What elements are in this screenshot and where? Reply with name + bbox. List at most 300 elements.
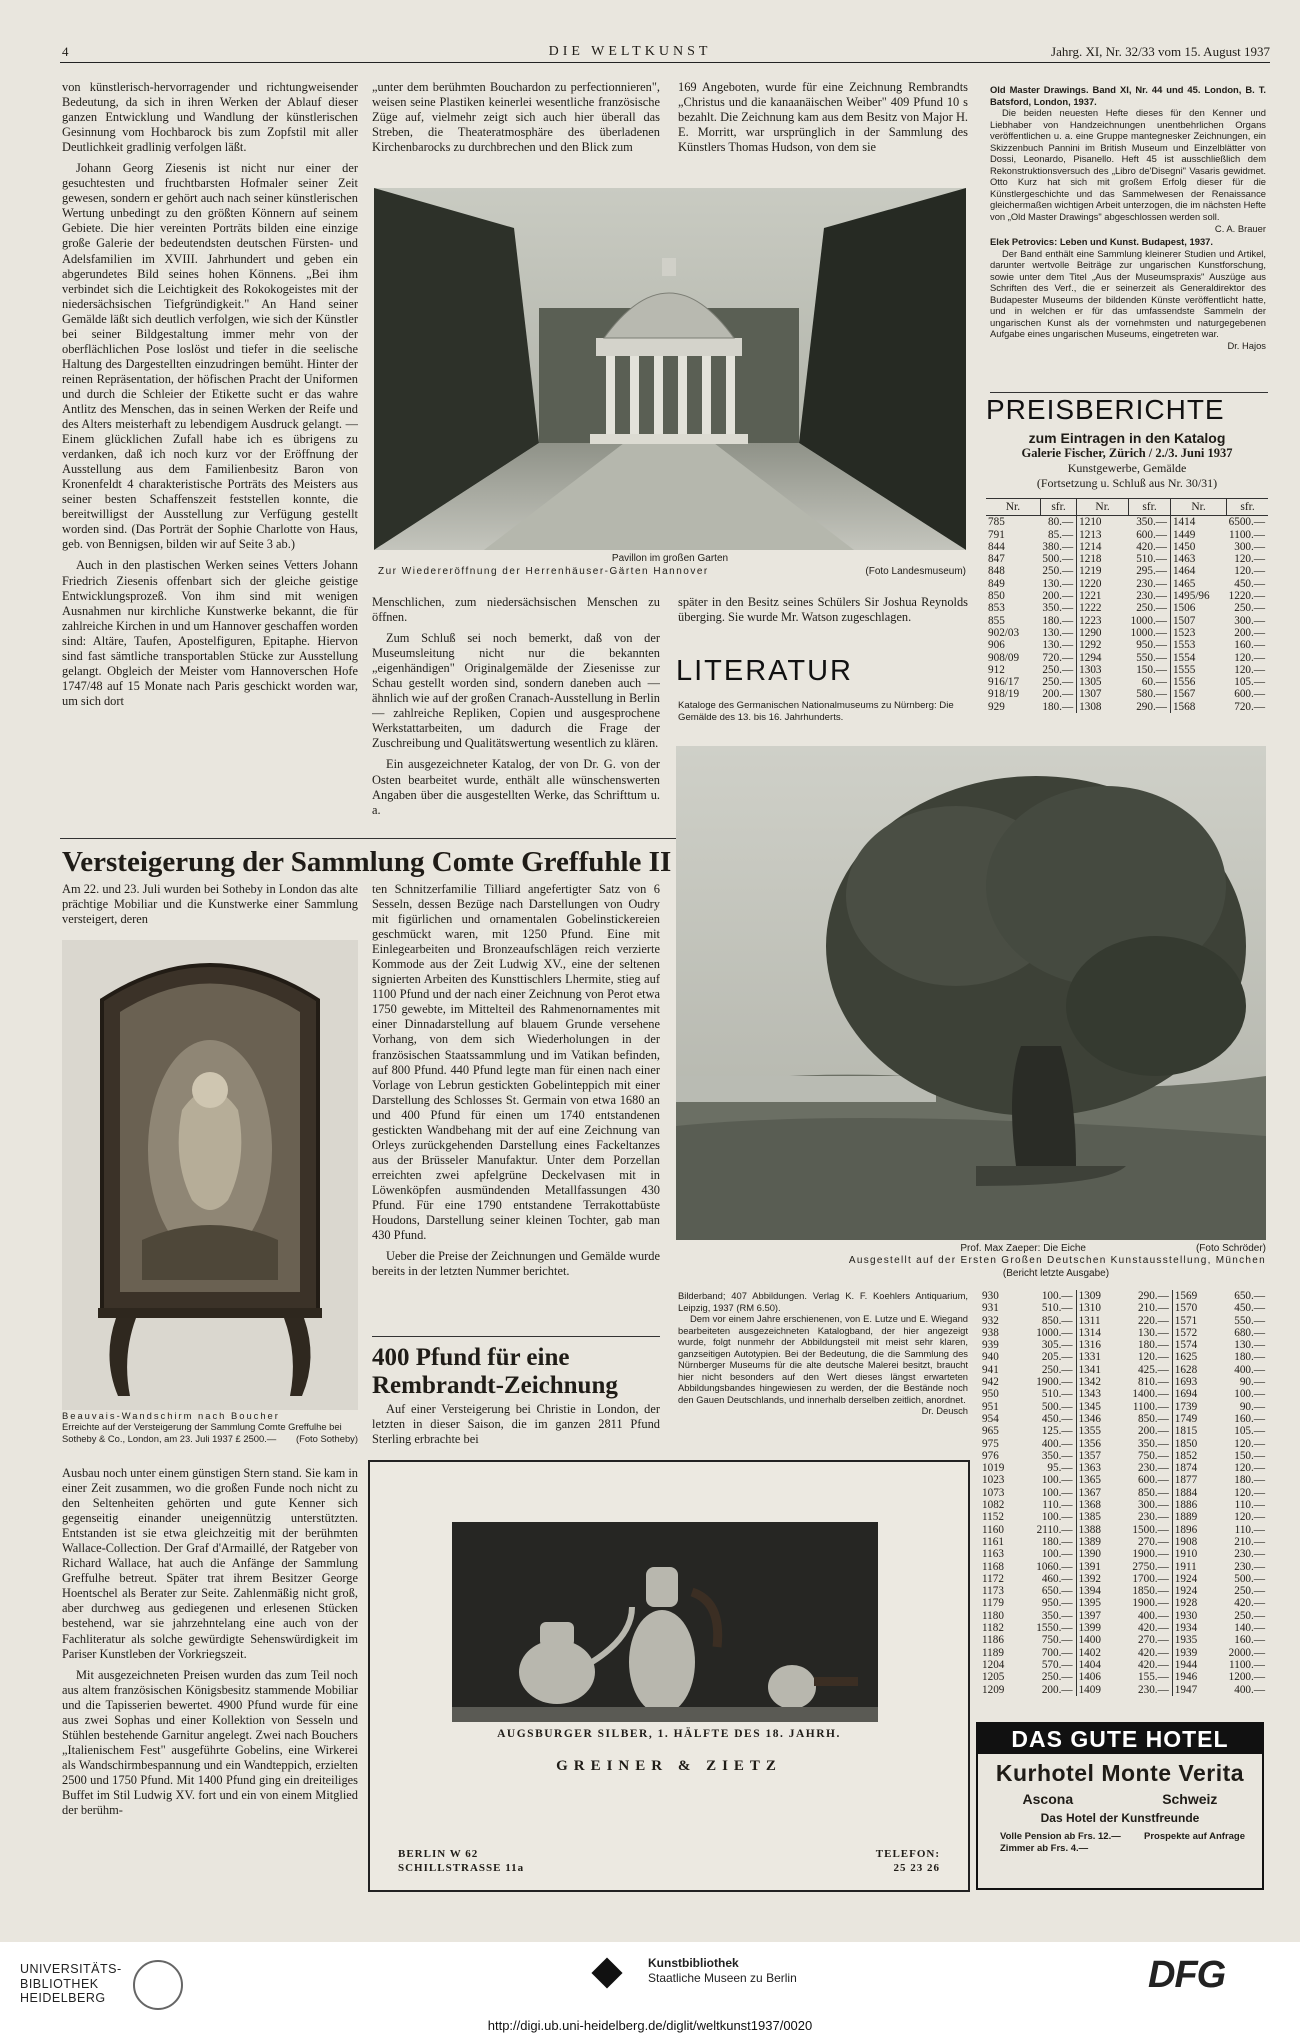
- column-header: Nr.: [1077, 499, 1129, 516]
- price-row: [980, 1462, 1268, 1474]
- lot-number: 1506: [1172, 602, 1196, 615]
- address-line: BERLIN W 62: [398, 1848, 479, 1860]
- lot-number: 1311: [1078, 1314, 1101, 1327]
- price-row: [980, 1548, 1268, 1560]
- lot-price: 350.—: [1040, 602, 1076, 614]
- lot-number: 950: [982, 1388, 999, 1401]
- lot-price: 85.—: [1040, 529, 1076, 541]
- lot-number: 1574: [1174, 1339, 1198, 1352]
- lot-price: 90.—: [1239, 1400, 1265, 1413]
- lot-number: 1947: [1174, 1683, 1198, 1696]
- literatur-continued: [678, 1290, 968, 1417]
- lot-price: 720.—: [1234, 700, 1265, 713]
- lot-price: 250.—: [1234, 602, 1265, 615]
- oak-painting-photo: [676, 746, 1266, 1240]
- lot-price: 230.—: [1130, 1511, 1172, 1523]
- lot-number: 1449: [1172, 528, 1196, 541]
- issue-line: Jahrg. XI, Nr. 32/33 vom 15. August 1937: [1051, 44, 1270, 59]
- lot-price: 200.—: [1034, 1684, 1076, 1696]
- caption-text: Erreichte auf der Versteigerung der Sammlung Comte Greffulhe bei Sotheby & Co., London, am 23. Juli 1937 £ 2500.—: [62, 1421, 342, 1444]
- lot-price: 510.—: [1129, 553, 1171, 565]
- lot-number: 1886: [1174, 1499, 1198, 1512]
- lot-number: 1852: [1174, 1449, 1198, 1462]
- lot-number: 1309: [1078, 1290, 1101, 1302]
- price-row: [980, 1585, 1268, 1597]
- lot-price: 180.—: [1040, 615, 1076, 627]
- review-author-2: Dr. Hajos: [1227, 340, 1266, 352]
- logo-text: BIBLIOTHEK: [20, 1976, 99, 1991]
- lot-number: 1292: [1079, 639, 1102, 652]
- lot-number: 902/03: [988, 626, 1020, 639]
- price-row: [980, 1388, 1268, 1400]
- price-row: [980, 1290, 1268, 1302]
- literatur-heading: LITERATUR: [676, 655, 853, 687]
- lot-number: 1390: [1078, 1548, 1101, 1561]
- price-row: [986, 688, 1268, 700]
- lot-price: 2110.—: [1034, 1524, 1076, 1536]
- lot-number: 939: [982, 1339, 999, 1352]
- lot-number: 1555: [1172, 663, 1196, 676]
- price-table-1: [986, 498, 1268, 713]
- price-row: [986, 565, 1268, 577]
- lot-price: 460.—: [1034, 1573, 1076, 1585]
- paragraph: Ein ausgezeichneter Katalog, der von Dr. G. von der Osten bearbeitet wurde, enthält alle wünschenswerten Angaben über die ausgestellten Werke, das Schrifttum u. a.: [372, 757, 660, 817]
- lot-price: 120.—: [1234, 651, 1265, 664]
- lot-number: 1567: [1172, 688, 1196, 701]
- ziesenis-article-col1: [62, 80, 358, 835]
- price-row: [986, 701, 1268, 713]
- lot-number: 850: [988, 590, 1005, 603]
- lot-price: 230.—: [1234, 1560, 1265, 1573]
- lot-price: 200.—: [1130, 1425, 1172, 1437]
- lot-price: 250.—: [1234, 1585, 1265, 1598]
- kunstbibliothek-logo: [648, 1956, 797, 1986]
- lot-number: 940: [982, 1351, 999, 1364]
- lot-price: 650.—: [1034, 1585, 1076, 1597]
- lot-number: 1495/96: [1172, 590, 1210, 603]
- headline-line: Rembrandt-Zeichnung: [372, 1372, 618, 1399]
- lot-price: 180.—: [1234, 1474, 1265, 1487]
- price-table-2: [980, 1290, 1268, 1696]
- silver-address: [398, 1847, 524, 1875]
- lot-number: 1357: [1078, 1449, 1101, 1462]
- lot-number: 1395: [1078, 1597, 1101, 1610]
- lot-price: 120.—: [1234, 1486, 1265, 1499]
- lot-number: 1463: [1172, 553, 1196, 566]
- lot-number: 1331: [1078, 1351, 1101, 1364]
- lot-price: 125.—: [1034, 1425, 1076, 1437]
- greffuhle-article-col2: [372, 882, 660, 1334]
- lot-price: 290.—: [1130, 1290, 1172, 1302]
- silver-caption: AUGSBURGER SILBER, 1. HÄLFTE DES 18. JAHRH.: [497, 1728, 841, 1740]
- price-line: Volle Pension ab Frs. 12.—: [1000, 1831, 1121, 1842]
- lot-number: 1363: [1078, 1462, 1101, 1475]
- lot-price: 550.—: [1129, 652, 1171, 664]
- lot-price: 120.—: [1234, 565, 1265, 578]
- price-row: [980, 1376, 1268, 1388]
- preisberichte-subheading: [986, 430, 1268, 491]
- lot-number: 1464: [1172, 565, 1196, 578]
- lot-price: 510.—: [1034, 1388, 1076, 1400]
- lot-price: 155.—: [1130, 1671, 1172, 1683]
- lot-price: 2000.—: [1228, 1646, 1265, 1659]
- lot-number: 1163: [982, 1548, 1004, 1561]
- paragraph: Zum Schluß sei noch bemerkt, daß von der Museumsleitung nicht nur die bekannten „eigenhändigen" Originalgemälde der Ziesenisse zur Schau gestellt worden sind, sondern daneben auch — ähnlich wie auf der großen Cranach-Ausstellung in Berlin — zahlreiche Repliken, Copien und ausgesprochene Werkstattarbeiten, um dadurch die Frage der Zuschreibung und Qualitätswertung wesentlich zu klären.: [372, 631, 660, 751]
- lot-number: 1316: [1078, 1339, 1101, 1352]
- column-header: sfr.: [1129, 499, 1171, 516]
- price-row: [980, 1339, 1268, 1351]
- lot-number: 912: [988, 663, 1005, 676]
- divider: [990, 392, 1268, 393]
- auction-category: Kunstgewerbe, Gemälde: [1067, 461, 1187, 475]
- lot-price: 350.—: [1034, 1610, 1076, 1622]
- logo-text: UNIVERSITÄTS-: [20, 1962, 122, 1976]
- lot-number: 938: [982, 1326, 999, 1339]
- price-row: [986, 590, 1268, 602]
- lot-number: 1180: [982, 1609, 1004, 1622]
- pavilion-photo: [374, 188, 966, 550]
- lot-price: 100.—: [1034, 1487, 1076, 1499]
- lot-price: 180.—: [1234, 1351, 1265, 1364]
- lot-number: 1189: [982, 1646, 1004, 1659]
- lot-number: 1850: [1174, 1437, 1198, 1450]
- lot-price: 1000.—: [1129, 627, 1171, 639]
- lot-price: 1000.—: [1129, 615, 1171, 627]
- dfg-logo: DFG: [1148, 1954, 1226, 1996]
- wandschirm-caption: [62, 1410, 358, 1444]
- lot-price: 1100.—: [1130, 1401, 1172, 1413]
- lot-number: 1414: [1172, 516, 1196, 529]
- price-row: [980, 1610, 1268, 1622]
- lot-number: 1896: [1174, 1523, 1198, 1536]
- lot-price: 250.—: [1129, 602, 1171, 614]
- lot-price: 120.—: [1234, 553, 1265, 566]
- lot-price: 105.—: [1234, 1425, 1265, 1438]
- paragraph: Menschlichen, zum niedersächsischen Menschen zu öffnen.: [372, 595, 660, 625]
- price-row: [980, 1425, 1268, 1437]
- lot-price: 230.—: [1130, 1462, 1172, 1474]
- lot-price: 160.—: [1234, 1634, 1265, 1647]
- price-row: [980, 1511, 1268, 1523]
- university-seal-icon: [133, 1960, 183, 2010]
- lot-number: 1884: [1174, 1486, 1198, 1499]
- column-header: Nr.: [1170, 499, 1226, 516]
- lot-number: 1342: [1078, 1376, 1101, 1389]
- lot-number: 1946: [1174, 1671, 1198, 1684]
- price-row: [980, 1450, 1268, 1462]
- lot-price: 210.—: [1130, 1302, 1172, 1314]
- price-row: [986, 652, 1268, 664]
- lot-number: 1210: [1079, 516, 1102, 529]
- lot-number: 1355: [1078, 1425, 1101, 1438]
- lot-number: 1179: [982, 1597, 1004, 1610]
- silver-photo: [452, 1522, 878, 1722]
- lot-price: 450.—: [1234, 1302, 1265, 1315]
- caption-note: (Bericht letzte Ausgabe): [1002, 1267, 1110, 1279]
- lot-number: 1367: [1078, 1486, 1101, 1499]
- lot-price: 510.—: [1034, 1302, 1076, 1314]
- lot-price: 120.—: [1234, 1462, 1265, 1475]
- lot-number: 931: [982, 1302, 999, 1315]
- hotel-slogan: Das Hotel der Kunstfreunde: [1040, 1811, 1200, 1825]
- wandschirm-photo: [62, 940, 358, 1410]
- pavilion-caption: Zur Wiedereröffnung der Herrenhäuser-Gärten Hannover: [378, 566, 709, 577]
- lot-number: 941: [982, 1363, 999, 1376]
- lot-number: 1314: [1078, 1326, 1101, 1339]
- lot-price: 2750.—: [1130, 1561, 1172, 1573]
- column-header: sfr.: [1227, 499, 1268, 516]
- lot-price: 425.—: [1130, 1364, 1172, 1376]
- lot-price: 380.—: [1040, 541, 1076, 553]
- lot-number: 1023: [982, 1474, 1005, 1487]
- lot-number: 1399: [1078, 1622, 1101, 1635]
- paragraph: Am 22. und 23. Juli wurden bei Sotheby in London das alte prächtige Mobiliar und die Kunstwerke einer Sammlung versteigert, deren: [62, 882, 358, 927]
- lot-number: 976: [982, 1449, 999, 1462]
- lot-number: 1391: [1078, 1560, 1101, 1573]
- lot-price: 80.—: [1040, 516, 1076, 529]
- lot-number: 1911: [1174, 1560, 1197, 1573]
- rembrandt-article-col3-top: [678, 80, 968, 176]
- lot-number: 930: [982, 1290, 999, 1302]
- column-header: Nr.: [986, 499, 1040, 516]
- lot-number: 1465: [1172, 577, 1196, 590]
- lot-price: 1200.—: [1228, 1671, 1265, 1684]
- price-row: [986, 627, 1268, 639]
- lot-number: 1345: [1078, 1400, 1101, 1413]
- lot-price: 120.—: [1234, 663, 1265, 676]
- lot-number: 1934: [1174, 1622, 1198, 1635]
- lot-number: 785: [988, 516, 1005, 529]
- lot-number: 1693: [1174, 1376, 1198, 1389]
- university-library-logo: [20, 1962, 122, 2006]
- rembrandt-article-col3-end: [678, 595, 968, 647]
- lot-number: 1172: [982, 1572, 1004, 1585]
- lot-number: 906: [988, 639, 1005, 652]
- hotel-country: Schweiz: [1162, 1791, 1218, 1807]
- lot-price: 290.—: [1129, 701, 1171, 713]
- rembrandt-article: [372, 1402, 660, 1450]
- lot-number: 1214: [1079, 540, 1102, 553]
- lot-number: 1935: [1174, 1634, 1198, 1647]
- hotel-advertisement: [976, 1722, 1264, 1890]
- price-line: Zimmer ab Frs. 4.—: [1000, 1843, 1089, 1854]
- price-row: [986, 516, 1268, 529]
- lot-price: 180.—: [1040, 701, 1076, 713]
- lot-number: 951: [982, 1400, 999, 1413]
- lot-number: 1450: [1172, 540, 1196, 553]
- lot-number: 975: [982, 1437, 999, 1450]
- lot-price: 550.—: [1234, 1314, 1265, 1327]
- price-row: [980, 1499, 1268, 1511]
- lot-number: 1222: [1079, 602, 1102, 615]
- lot-number: 1168: [982, 1560, 1004, 1573]
- greffuhle-headline: Versteigerung der Sammlung Comte Greffuhle II: [62, 846, 672, 878]
- lot-price: 230.—: [1130, 1684, 1172, 1696]
- lot-price: 350.—: [1129, 516, 1171, 529]
- lot-number: 1924: [1174, 1572, 1198, 1585]
- kunstbibliothek-eagle-icon: [591, 1957, 622, 1988]
- lot-price: 680.—: [1234, 1326, 1265, 1339]
- preisberichte-heading: PREISBERICHTE: [986, 394, 1225, 425]
- lot-number: 853: [988, 602, 1005, 615]
- lot-number: 942: [982, 1376, 999, 1389]
- lot-number: 1572: [1174, 1326, 1198, 1339]
- lot-price: 110.—: [1234, 1523, 1265, 1536]
- ziesenis-article-col2: [372, 595, 660, 835]
- lot-price: 150.—: [1234, 1449, 1265, 1462]
- lot-number: 1944: [1174, 1658, 1198, 1671]
- review-meta: Bilderband; 407 Abbildungen. Verlag K. F. Koehlers Antiquarium, Leipzig, 1937 (RM 6.50).: [678, 1290, 968, 1313]
- price-row: [980, 1647, 1268, 1659]
- lot-number: 1221: [1079, 590, 1102, 603]
- lot-price: 1550.—: [1034, 1622, 1076, 1634]
- lot-price: 850.—: [1034, 1315, 1076, 1327]
- lot-price: 250.—: [1034, 1364, 1076, 1376]
- lot-number: 908/09: [988, 651, 1020, 664]
- lot-number: 1404: [1078, 1658, 1101, 1671]
- lot-price: 350.—: [1130, 1438, 1172, 1450]
- lot-price: 650.—: [1234, 1290, 1265, 1302]
- lot-price: 500.—: [1034, 1401, 1076, 1413]
- continuation-note: (Fortsetzung u. Schluß aus Nr. 30/31): [1036, 476, 1218, 490]
- price-row: [980, 1315, 1268, 1327]
- lot-number: 1409: [1078, 1683, 1101, 1696]
- ziesenis-article-col2-top: [372, 80, 660, 176]
- price-row: [980, 1364, 1268, 1376]
- source-url-link[interactable]: http://digi.ub.uni-heidelberg.de/diglit/weltkunst1937/0020: [487, 2018, 813, 2033]
- lot-price: 220.—: [1130, 1315, 1172, 1327]
- lot-number: 1694: [1174, 1388, 1198, 1401]
- lot-number: 1874: [1174, 1462, 1198, 1475]
- headline-line: 400 Pfund für eine: [372, 1344, 570, 1371]
- literatur-entry: Kataloge des Germanischen Nationalmuseums zu Nürnberg: Die Gemälde des 13. bis 16. Jahrhunderts.: [678, 700, 954, 723]
- lot-price: 300.—: [1234, 540, 1265, 553]
- lot-number: 1889: [1174, 1511, 1198, 1524]
- lot-price: 420.—: [1129, 541, 1171, 553]
- lot-number: 1554: [1172, 651, 1196, 664]
- lot-price: 250.—: [1234, 1609, 1265, 1622]
- price-row: [980, 1351, 1268, 1363]
- lot-number: 1385: [1078, 1511, 1101, 1524]
- review-body-2: Der Band enthält eine Sammlung kleinerer Studien und Artikel, darunter wertvolle Beiträge zur ungarischen Kunstforschung, sowie unter dem Titel „Aus der Museumspraxis" Auszüge aus Schriften des Verf., die er seinerzeit als Generaldirektor des Budapester Museums der bildenden Künste veröffentlicht hatte, und in welchen er für das umfassendste Sammeln der ungarischen Kunst als der vornehmsten und naturgegebenen Aufgabe eines ungarischen Museums, eingetreten war.: [990, 247, 1266, 340]
- lot-number: 1209: [982, 1683, 1005, 1696]
- lot-price: 850.—: [1130, 1413, 1172, 1425]
- review-author-1: C. A. Brauer: [1214, 222, 1266, 234]
- lot-number: 1397: [1078, 1609, 1101, 1622]
- lot-price: 100.—: [1034, 1290, 1076, 1302]
- lot-number: 791: [988, 528, 1005, 541]
- lot-number: 1628: [1174, 1363, 1198, 1376]
- silver-firm: GREINER & ZIETZ: [556, 1758, 782, 1774]
- price-row: [986, 578, 1268, 590]
- lot-number: 1205: [982, 1671, 1005, 1684]
- lot-number: 1569: [1174, 1290, 1198, 1302]
- lot-price: 105.—: [1234, 676, 1265, 689]
- price-row: [980, 1327, 1268, 1339]
- lot-number: 1160: [982, 1523, 1004, 1536]
- lot-price: 500.—: [1040, 553, 1076, 565]
- price-row: [986, 676, 1268, 688]
- lot-number: 1625: [1174, 1351, 1198, 1364]
- logo-text: Staatliche Museen zu Berlin: [648, 1971, 797, 1985]
- lot-price: 140.—: [1234, 1622, 1265, 1635]
- lot-price: 250.—: [1040, 676, 1076, 688]
- lot-price: 1900.—: [1034, 1376, 1076, 1388]
- lot-number: 1082: [982, 1499, 1005, 1512]
- lot-price: 350.—: [1034, 1450, 1076, 1462]
- logo-text: HEIDELBERG: [20, 1991, 106, 2005]
- greffuhle-article-col1: [62, 1466, 358, 1891]
- lot-price: 100.—: [1034, 1474, 1076, 1486]
- lot-number: 1739: [1174, 1400, 1198, 1413]
- silver-phone: [876, 1847, 940, 1875]
- price-row: [980, 1413, 1268, 1425]
- lot-number: 1343: [1078, 1388, 1101, 1401]
- lot-price: 270.—: [1130, 1536, 1172, 1548]
- lot-price: 420.—: [1234, 1597, 1265, 1610]
- lot-number: 1570: [1174, 1302, 1198, 1315]
- column-header: sfr.: [1040, 499, 1076, 516]
- lot-number: 1939: [1174, 1646, 1198, 1659]
- price-row: [980, 1474, 1268, 1486]
- lot-number: 1930: [1174, 1609, 1198, 1622]
- lot-number: 1219: [1079, 565, 1102, 578]
- oak-caption: [676, 1243, 1266, 1280]
- lot-number: 1161: [982, 1535, 1004, 1548]
- lot-price: 100.—: [1234, 1388, 1265, 1401]
- lot-price: 6500.—: [1228, 516, 1265, 529]
- phone-number: 25 23 26: [893, 1862, 940, 1874]
- lot-price: 130.—: [1130, 1327, 1172, 1339]
- lot-number: 965: [982, 1425, 999, 1438]
- rembrandt-headline: [372, 1344, 660, 1400]
- lot-number: 1152: [982, 1511, 1004, 1524]
- paragraph: Auf einer Versteigerung bei Christie in London, der letzten in dieser Saison, die im ganzen 2811 Pfund Sterling erbrachte bei: [372, 1402, 660, 1447]
- digitization-footer: [0, 1942, 1300, 2041]
- price-row: [980, 1684, 1268, 1696]
- price-row: [980, 1401, 1268, 1413]
- review-body-1: Die beiden neuesten Hefte dieses für den Kenner und Liebhaber von Handzeichnungen unentbehrlichen Organs veröffentlichen u. a. eine Gruppe mantegnesker Zeichnungen, ein Skizzenbuch Pannini im British Museum und Einzelblätter von Dossi, Leonardo, Pisanello. Heft 45 ist ausschließlich dem Rekonstruktionsversuch des „Libro de'Disegni" Vasaris gewidmet. Otto Kurz hat sich mit großem Erfolg dieser für die Künstlergeschichte und das Sammelwesen der Renaissance gleichermaßen wichtigen Arbeit unterzogen, die im nächsten Hefte von „Old Master Drawings" abgeschlossen werden soll.: [990, 107, 1266, 223]
- lot-number: 1346: [1078, 1412, 1101, 1425]
- lot-number: 1073: [982, 1486, 1005, 1499]
- lot-number: 855: [988, 614, 1005, 627]
- review-title-2: Elek Petrovics: Leben und Kunst. Budapest, 1937.: [990, 236, 1213, 248]
- lot-price: 180.—: [1034, 1536, 1076, 1548]
- lot-number: 1213: [1079, 528, 1102, 541]
- price-row: [986, 553, 1268, 565]
- lot-number: 1303: [1079, 663, 1102, 676]
- lot-price: 200.—: [1234, 626, 1265, 639]
- lot-number: 1173: [982, 1585, 1004, 1598]
- lot-price: 250.—: [1040, 565, 1076, 577]
- lot-number: 1368: [1078, 1499, 1101, 1512]
- lot-price: 1850.—: [1130, 1585, 1172, 1597]
- caption-text: Ausgestellt auf der Ersten Großen Deutschen Kunstausstellung, München: [848, 1255, 1266, 1266]
- lot-number: 916/17: [988, 676, 1020, 689]
- silver-advertisement: [368, 1460, 970, 1892]
- pavilion-caption-title: Pavillon im großen Garten: [611, 553, 729, 564]
- lot-number: 1305: [1079, 676, 1102, 689]
- lot-price: 400.—: [1234, 1683, 1265, 1696]
- lot-number: 1186: [982, 1634, 1004, 1647]
- lot-price: 200.—: [1040, 688, 1076, 700]
- paragraph: Auch in den plastischen Werken seines Vetters Johann Friedrich Ziesenis offenbart sich der gleiche geistige Entwicklungsprozeß. Von ihm sind mit wenigen Ausnahmen nur kirchliche Kunstwerke bekannt, die für zahlreiche Kirchen in und um Hannover geschaffen worden sind: Altäre, Taufen, Apostelfiguren, Epitaphe. Hiervon sind fast sämtliche transportablen Stücke zur Ausstellung gelangt. Obgleich der Meister vom Hannoverschen Hofe 1747/48 auf 15 Monate nach Paris geschickt worden war, um sich dort: [62, 558, 358, 708]
- lot-price: 230.—: [1234, 1548, 1265, 1561]
- lot-number: 1394: [1078, 1585, 1101, 1598]
- lot-price: 720.—: [1040, 652, 1076, 664]
- lot-number: 918/19: [988, 688, 1020, 701]
- review-body: Dem vor einem Jahre erschienenen, von E. Lutze und E. Wiegand bearbeiteten ausgezeichneten Katalogband, der hier angezeigt wurde, folgt nunmehr der Abbildungsteil mit meist sehr klaren, ganzseitigen Autotypien. Bei der Bedeutung, die die Sammlung des Nürnberger Museums für die alte deutsche Malerei besitzt, braucht hier nicht besonders auf den Wert dieses längst erwarteten Abbildungsbandes hingewiesen zu werden, der die Bestände noch den Gauen Deutschlands, und innerhalb derselben zeitlich, anordnet.: [678, 1313, 968, 1405]
